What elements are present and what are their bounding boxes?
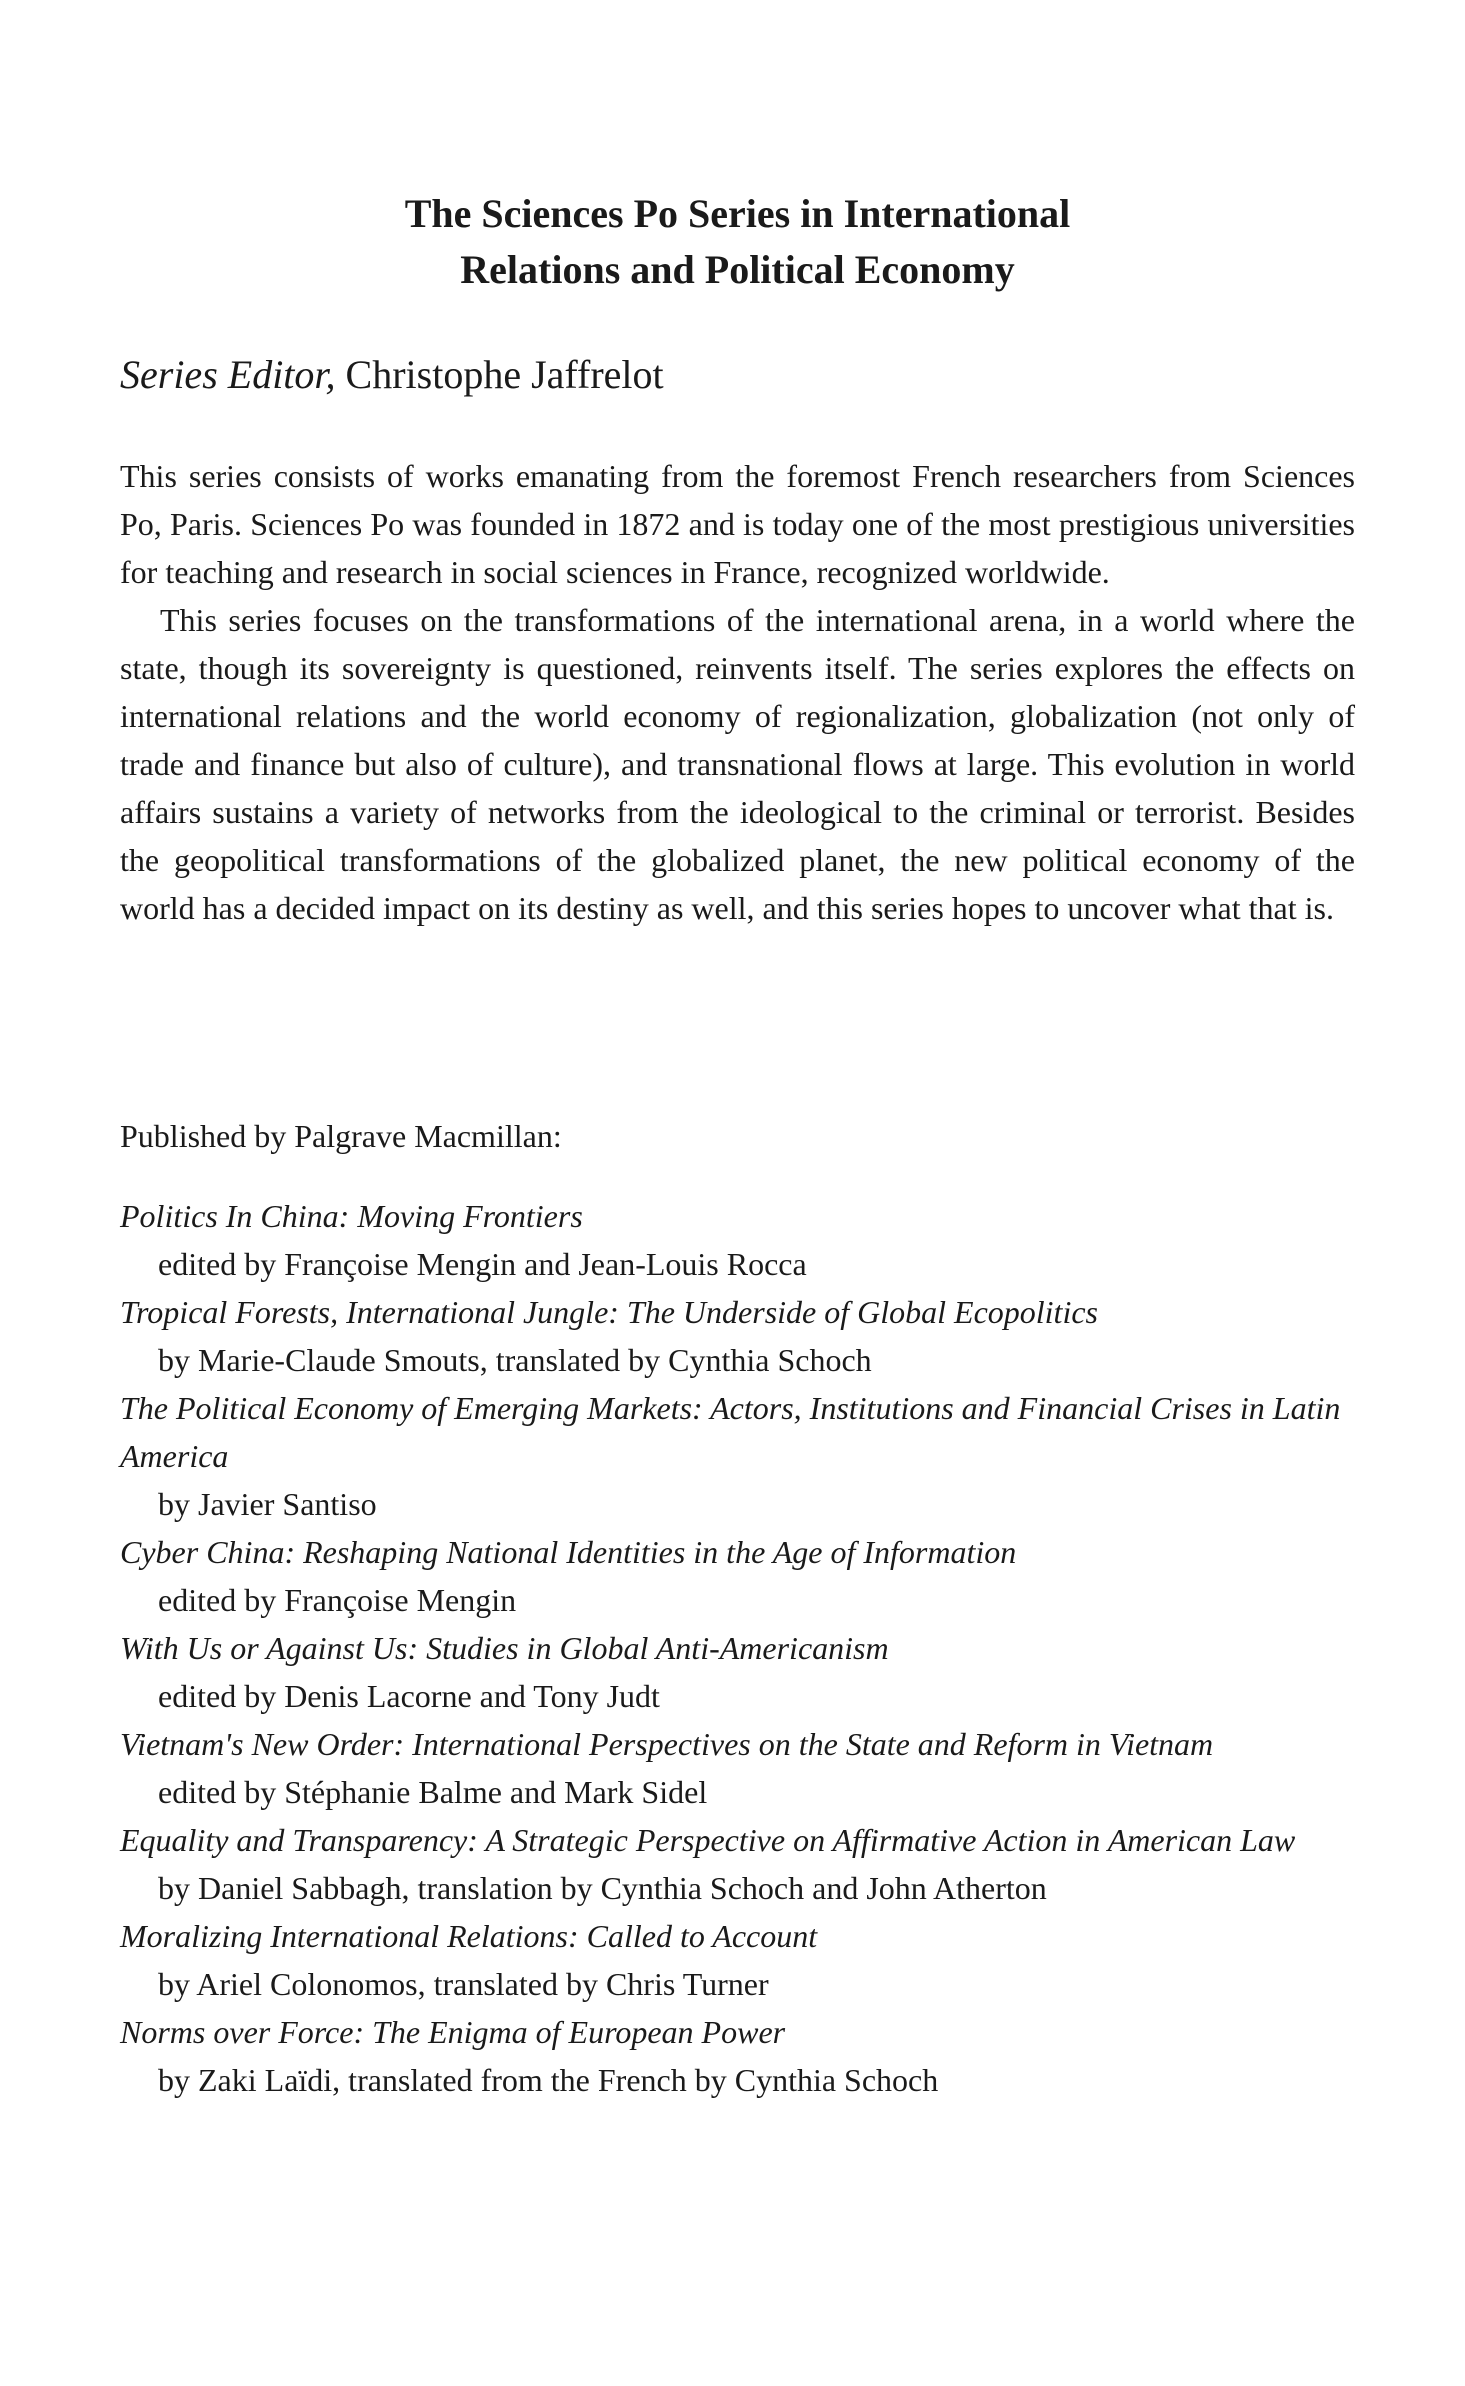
book-credit: edited by Françoise Mengin: [158, 1582, 517, 1618]
book-credit: edited by Françoise Mengin and Jean-Louis Rocca: [158, 1246, 807, 1282]
book-list: [120, 1192, 1355, 2104]
series-editor-role: Series Editor,: [120, 352, 336, 397]
series-title: [120, 186, 1355, 298]
book-title: Moralizing International Relations: Called to Account: [120, 1918, 818, 1954]
series-title-line-2: Relations and Political Economy: [460, 247, 1015, 292]
book-credit: by Ariel Colonomos, translated by Chris Turner: [158, 1966, 769, 2002]
series-title-line-1: The Sciences Po Series in International: [404, 191, 1071, 236]
book-title: The Political Economy of Emerging Markets: Actors, Institutions and Financial Crises in Latin America: [120, 1390, 1341, 1474]
book-credit: by Javier Santiso: [158, 1486, 377, 1522]
book-title: Norms over Force: The Enigma of European Power: [120, 2014, 786, 2050]
book-title: Cyber China: Reshaping National Identities in the Age of Information: [120, 1534, 1017, 1570]
series-description-paragraph-2: This series focuses on the transformations of the international arena, in a world where the state, though its sovereignty is questioned, reinvents itself. The series explores the effects on international relations and the world economy of regionalization, globalization (not only of trade and finance but also of culture), and transnational flows at large. This evolution in world affairs sustains a variety of networks from the ideological to the criminal or terrorist. Besides the geopolitical transformations of the globalized planet, the new political economy of the world has a decided impact on its destiny as well, and this series hopes to uncover what that is.: [120, 602, 1355, 926]
book-item: [120, 1528, 1355, 1624]
book-credit: by Zaki Laïdi, translated from the French by Cynthia Schoch: [158, 2062, 939, 2098]
series-editor-name: Christophe Jaffrelot: [345, 352, 664, 397]
series-description-paragraph-1: This series consists of works emanating from the foremost French researchers from Sciences Po, Paris. Sciences Po was founded in 1872 and is today one of the most prestigious universities for teaching and research in social sciences in France, recognized worldwide.: [120, 458, 1355, 590]
book-title: Equality and Transparency: A Strategic Perspective on Affirmative Action in American Law: [120, 1822, 1296, 1858]
series-editor: [120, 350, 664, 400]
book-item: [120, 1624, 1355, 1720]
book-credit: by Marie-Claude Smouts, translated by Cynthia Schoch: [158, 1342, 872, 1378]
book-item: [120, 1384, 1355, 1528]
publisher-line: Published by Palgrave Macmillan:: [120, 1118, 562, 1154]
book-item: [120, 1912, 1355, 2008]
book-item: [120, 1816, 1355, 1912]
book-credit: edited by Stéphanie Balme and Mark Sidel: [158, 1774, 708, 1810]
book-item: [120, 2008, 1355, 2104]
book-title: Vietnam's New Order: International Perspectives on the State and Reform in Vietnam: [120, 1726, 1214, 1762]
book-title: Politics In China: Moving Frontiers: [120, 1198, 583, 1234]
book-credit: by Daniel Sabbagh, translation by Cynthia Schoch and John Atherton: [158, 1870, 1047, 1906]
series-description: [120, 452, 1355, 932]
book-item: [120, 1720, 1355, 1816]
book-item: [120, 1192, 1355, 1288]
book-title: With Us or Against Us: Studies in Global Anti-Americanism: [120, 1630, 889, 1666]
book-item: [120, 1288, 1355, 1384]
book-title: Tropical Forests, International Jungle: The Underside of Global Ecopolitics: [120, 1294, 1098, 1330]
book-credit: edited by Denis Lacorne and Tony Judt: [158, 1678, 660, 1714]
